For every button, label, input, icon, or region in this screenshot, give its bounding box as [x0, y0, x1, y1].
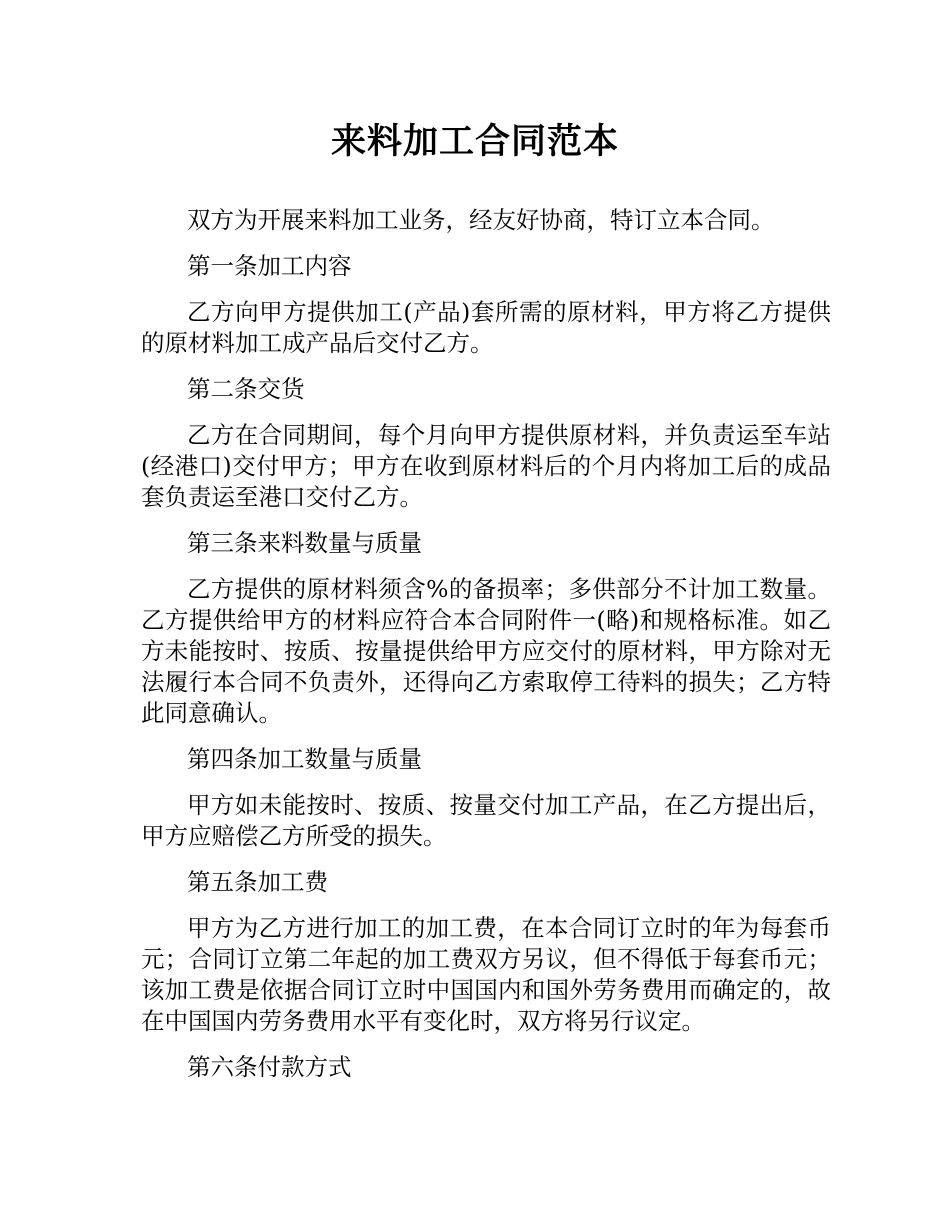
article-3-paragraph: 乙方提供的原材料须含%的备损率；多供部分不计加工数量。乙方提供给甲方的材料应符合本合同附件一(略)和规格标准。如乙方未能按时、按质、按量提供给甲方应交付的原材料，甲方除对无法履行本合同不负责外，还得向乙方索取停工待料的损失；乙方特此同意确认。	[141, 575, 831, 727]
document-title: 来料加工合同范本	[330, 122, 619, 162]
article-1-heading: 第一条加工内容	[187, 252, 352, 280]
article-1-paragraph: 乙方向甲方提供加工(产品)套所需的原材料，甲方将乙方提供的原材料加工成产品后交付乙方。	[141, 298, 831, 357]
document-body	[141, 205, 831, 1098]
article-2-paragraph: 乙方在合同期间，每个月向甲方提供原材料，并负责运至车站(经港口)交付甲方；甲方在收到原材料后的个月内将加工后的成品套负责运至港口交付乙方。	[141, 421, 831, 511]
article-2-heading: 第二条交货	[187, 375, 305, 403]
article-5-paragraph: 甲方为乙方进行加工的加工费，在本合同订立时的年为每套币元；合同订立第二年起的加工费双方另议，但不得低于每套币元；该加工费是依据合同订立时中国国内和国外劳务费用而确定的，故在中国国内劳务费用水平有变化时，双方将另行议定。	[141, 914, 831, 1035]
article-6-heading: 第六条付款方式	[187, 1053, 352, 1081]
intro-paragraph: 双方为开展来料加工业务，经友好协商，特订立本合同。	[187, 206, 775, 234]
article-4-heading: 第四条加工数量与质量	[187, 745, 422, 773]
article-5-heading: 第五条加工费	[187, 868, 328, 896]
article-4-paragraph: 甲方如未能按时、按质、按量交付加工产品，在乙方提出后，甲方应赔偿乙方所受的损失。	[141, 791, 831, 850]
article-3-heading: 第三条来料数量与质量	[187, 529, 422, 557]
